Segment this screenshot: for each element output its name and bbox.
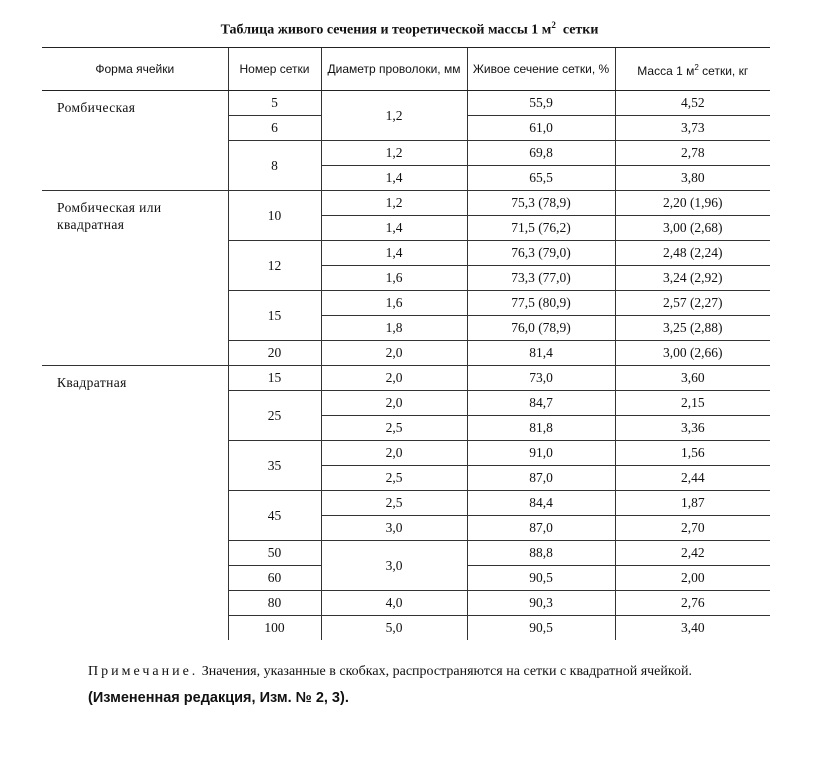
header-row [42,48,770,91]
mass-cell: 2,78 [615,141,770,166]
section-cell: 84,7 [467,391,615,416]
number-cell: 8 [228,141,321,191]
table-row [42,191,770,216]
mesh-table [42,47,770,640]
number-cell: 6 [228,116,321,141]
section-cell: 90,5 [467,566,615,591]
header-section: Живое сечение сетки, % [467,48,615,91]
section-cell: 55,9 [467,91,615,116]
section-cell: 87,0 [467,466,615,491]
section-cell: 73,3 (77,0) [467,266,615,291]
section-cell: 90,5 [467,616,615,641]
number-cell: 12 [228,241,321,291]
mass-cell: 2,76 [615,591,770,616]
mass-cell: 2,57 (2,27) [615,291,770,316]
number-cell: 15 [228,366,321,391]
diameter-cell: 3,0 [321,516,467,541]
diameter-cell: 1,6 [321,266,467,291]
number-cell: 100 [228,616,321,641]
section-cell: 84,4 [467,491,615,516]
number-cell: 25 [228,391,321,441]
form-cell: Квадратная [57,375,127,390]
mass-cell: 2,44 [615,466,770,491]
header-form: Форма ячейки [42,48,228,91]
diameter-cell: 2,5 [321,416,467,441]
section-cell: 73,0 [467,366,615,391]
mass-cell: 2,00 [615,566,770,591]
mass-cell: 2,48 (2,24) [615,241,770,266]
diameter-cell: 1,2 [321,141,467,166]
mass-cell: 1,87 [615,491,770,516]
mass-cell: 3,60 [615,366,770,391]
diameter-cell: 1,4 [321,241,467,266]
mass-cell: 3,00 (2,68) [615,216,770,241]
number-cell: 35 [228,441,321,491]
mass-cell: 1,56 [615,441,770,466]
section-cell: 61,0 [467,116,615,141]
mass-cell: 3,73 [615,116,770,141]
form-cell: Ромбическая или квадратная [42,191,228,366]
section-cell: 87,0 [467,516,615,541]
diameter-cell: 5,0 [321,616,467,641]
section-cell: 65,5 [467,166,615,191]
section-cell: 75,3 (78,9) [467,191,615,216]
section-cell: 81,4 [467,341,615,366]
section-cell: 88,8 [467,541,615,566]
mass-cell: 3,36 [615,416,770,441]
section-cell: 76,3 (79,0) [467,241,615,266]
diameter-cell: 1,2 [321,91,467,141]
note-label: Примечание. [88,664,199,679]
mass-cell: 3,00 (2,66) [615,341,770,366]
section-cell: 69,8 [467,141,615,166]
mass-cell: 2,70 [615,516,770,541]
form-cell: Ромбическая [42,91,228,191]
number-cell: 5 [228,91,321,116]
mass-cell: 2,15 [615,391,770,416]
diameter-cell: 1,4 [321,216,467,241]
mass-cell: 2,42 [615,541,770,566]
section-cell: 91,0 [467,441,615,466]
diameter-cell: 3,0 [321,541,467,591]
diameter-cell: 2,5 [321,491,467,516]
mass-cell: 3,24 (2,92) [615,266,770,291]
section-cell: 76,0 (78,9) [467,316,615,341]
table-title: Таблица живого сечения и теоретической массы 1 $м^2$ сетки [220,20,599,38]
section-cell: 81,8 [467,416,615,441]
diameter-cell: 2,5 [321,466,467,491]
table-row [42,91,770,116]
number-cell: 15 [228,291,321,341]
section-cell: 71,5 (76,2) [467,216,615,241]
table-row [42,366,770,391]
diameter-cell: 1,8 [321,316,467,341]
section-cell: 90,3 [467,591,615,616]
header-diameter: Диаметр проволоки, мм [321,48,467,91]
diameter-cell: 1,6 [321,291,467,316]
diameter-cell: 2,0 [321,341,467,366]
header-mass: Масса 1 $м^2$ сетки, кг [615,48,770,91]
diameter-cell: 1,4 [321,166,467,191]
diameter-cell: 2,0 [321,366,467,391]
diameter-cell: 4,0 [321,591,467,616]
header-number: Номер сетки [228,48,321,91]
mass-cell: 3,80 [615,166,770,191]
table-note [88,664,692,680]
number-cell: 60 [228,566,321,591]
diameter-cell: 1,2 [321,191,467,216]
number-cell: 50 [228,541,321,566]
number-cell: 10 [228,191,321,241]
section-cell: 77,5 (80,9) [467,291,615,316]
number-cell: 80 [228,591,321,616]
note-text: Значения, указанные в скобках, распространяются на сетки с квадратной ячейкой. [201,664,692,679]
edition-note: (Измененная редакция, Изм. № 2, 3). [88,690,349,706]
mass-cell: 2,20 (1,96) [615,191,770,216]
diameter-cell: 2,0 [321,391,467,416]
diameter-cell: 2,0 [321,441,467,466]
number-cell: 20 [228,341,321,366]
number-cell: 45 [228,491,321,541]
mass-cell: 3,25 (2,88) [615,316,770,341]
mass-cell: 4,52 [615,91,770,116]
mass-cell: 3,40 [615,616,770,641]
